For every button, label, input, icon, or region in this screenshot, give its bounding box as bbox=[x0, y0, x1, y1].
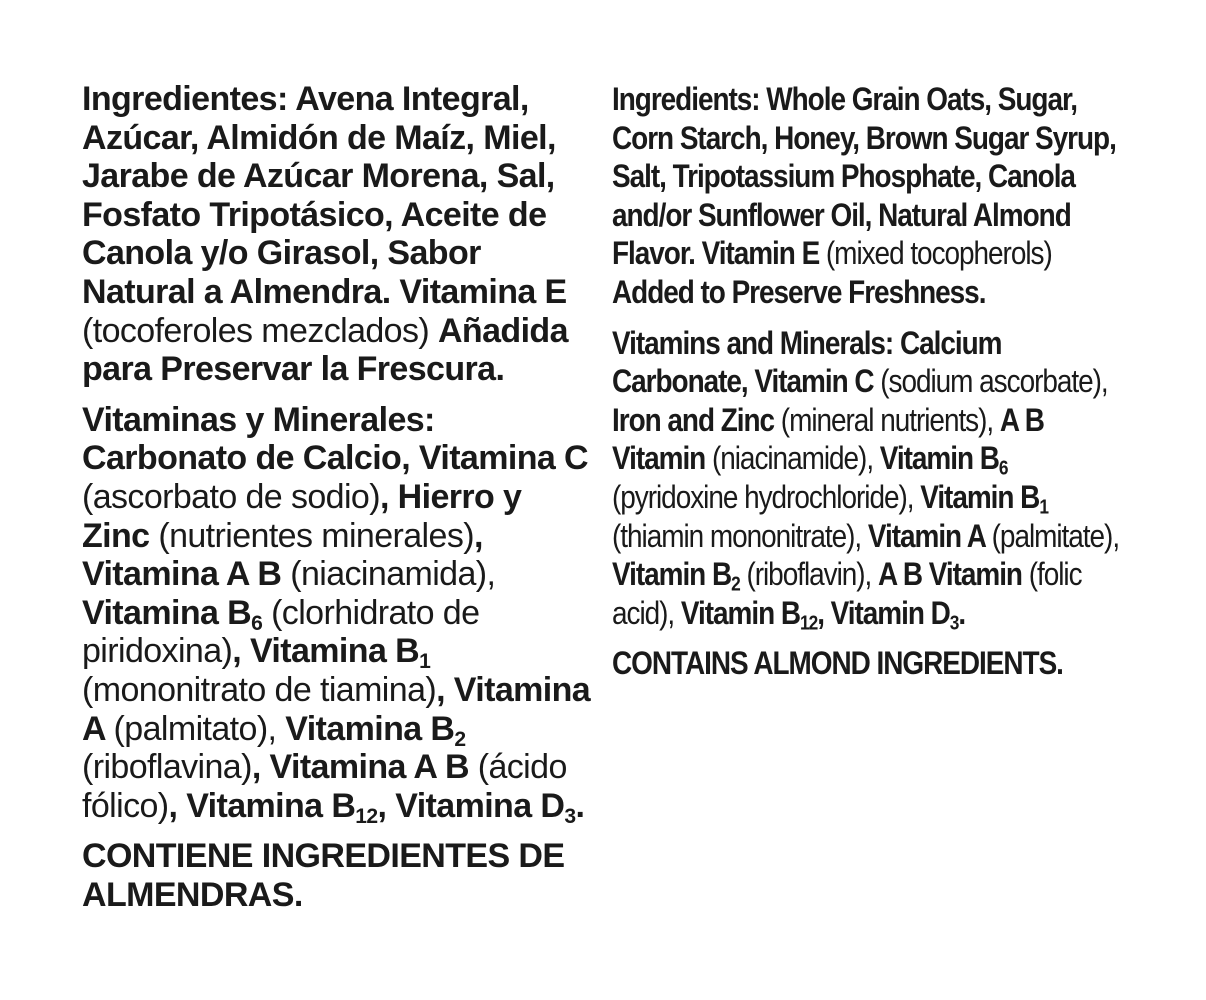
spanish-allergen-statement bbox=[82, 837, 582, 914]
label-line bbox=[82, 748, 582, 787]
subscript-text: 2 bbox=[454, 727, 466, 751]
regular-text: (ascorbato de sodio) bbox=[82, 477, 380, 516]
regular-text: (ácido bbox=[477, 748, 567, 787]
english-ingredient-panel bbox=[612, 80, 1120, 683]
label-line bbox=[612, 234, 1111, 273]
english-allergen-statement bbox=[612, 644, 1111, 683]
bold-text: , Hierro y bbox=[379, 477, 522, 516]
bold-text: , Vitamina B bbox=[168, 786, 356, 825]
bold-text: Vitamin B bbox=[879, 440, 999, 477]
regular-text: (palmitato), bbox=[113, 709, 286, 748]
label-line bbox=[82, 517, 582, 556]
label-line bbox=[612, 644, 1111, 683]
bold-text: , Vitamina D bbox=[377, 786, 565, 825]
regular-text: (niacinamida), bbox=[290, 555, 496, 594]
bold-text: Corn Starch, Honey, Brown Sugar Syrup, bbox=[612, 119, 1116, 156]
regular-text: (thiamin mononitrate), bbox=[612, 517, 868, 554]
regular-text: (mononitrato de tiamina) bbox=[82, 670, 437, 709]
regular-text: fólico) bbox=[82, 786, 169, 825]
bold-text: Salt, Tripotassium Phosphate, Canola bbox=[612, 158, 1075, 195]
label-line bbox=[82, 786, 585, 828]
bold-text: Natural a Almendra. Vitamina E bbox=[82, 272, 567, 311]
regular-text: (pyridoxine hydrochloride), bbox=[612, 478, 921, 515]
regular-text: (sodium ascorbate), bbox=[880, 363, 1108, 400]
bold-text: Flavor. Vitamin E bbox=[612, 235, 826, 272]
label-line bbox=[82, 710, 582, 749]
bold-text: Vitamin B bbox=[680, 594, 801, 631]
bold-text: Añadida bbox=[437, 311, 568, 350]
subscript-text: 1 bbox=[419, 650, 431, 674]
bold-text: Ingredients: Whole Grain Oats, Sugar, bbox=[612, 81, 1078, 117]
subscript-text: 12 bbox=[355, 804, 378, 828]
bold-text: para Preservar la Frescura. bbox=[82, 350, 505, 389]
bold-text: Vitamins and Minerals: Calcium bbox=[612, 324, 1002, 361]
bold-text: Vitamin A bbox=[867, 517, 992, 554]
bold-text: Ingredientes: Avena Integral, bbox=[82, 80, 529, 118]
regular-text: (clorhidrato de bbox=[262, 593, 480, 632]
label-line bbox=[82, 439, 588, 478]
regular-text: piridoxina) bbox=[82, 632, 233, 671]
bold-text: Azúcar, Almidón de Maíz, Miel, bbox=[82, 118, 556, 157]
label-line bbox=[612, 439, 1111, 478]
bold-text: Vitaminas y Minerales: bbox=[82, 400, 435, 439]
bold-text: Fosfato Tripotásico, Aceite de bbox=[82, 195, 547, 234]
regular-text: (tocoferoles mezclados) bbox=[82, 311, 438, 350]
subscript-text: 3 bbox=[564, 804, 576, 828]
label-line bbox=[82, 196, 582, 235]
label-line bbox=[82, 350, 582, 389]
label-line bbox=[82, 157, 582, 196]
spanish-ingredient-panel bbox=[82, 80, 591, 914]
bold-text: A B bbox=[999, 401, 1044, 438]
label-line bbox=[612, 157, 1111, 196]
bold-text: Vitamin bbox=[612, 440, 712, 477]
bold-text: CONTIENE INGREDIENTES DE bbox=[82, 837, 565, 876]
label-line bbox=[82, 401, 582, 440]
english-ingredients-paragraph bbox=[612, 80, 1116, 312]
bold-text: Added to Preserve Freshness. bbox=[612, 273, 986, 310]
subscript-text: 6 bbox=[998, 457, 1008, 480]
bold-text: . bbox=[958, 594, 966, 631]
bold-text: Zinc bbox=[82, 516, 159, 555]
subscript-text: 1 bbox=[1039, 496, 1048, 519]
label-line bbox=[82, 80, 582, 119]
label-line bbox=[82, 312, 582, 351]
bold-text: Vitamina A B bbox=[82, 555, 291, 594]
label-line bbox=[612, 517, 1120, 556]
label-line bbox=[612, 80, 1111, 119]
bold-text: . bbox=[575, 786, 585, 825]
label-line bbox=[82, 632, 582, 674]
bold-text: Vitamin B bbox=[920, 478, 1040, 515]
bold-text: , Vitamina B bbox=[232, 632, 420, 671]
bold-text: A B Vitamin bbox=[878, 556, 1029, 593]
bold-text: Carbonate, Vitamin C bbox=[612, 363, 881, 400]
label-line bbox=[612, 594, 1111, 633]
label-line bbox=[82, 876, 582, 915]
regular-text: (mineral nutrients), bbox=[780, 401, 1000, 438]
regular-text: (niacinamide), bbox=[711, 440, 880, 477]
regular-text: (riboflavin), bbox=[739, 556, 879, 593]
bold-text: CONTAINS ALMOND INGREDIENTS. bbox=[612, 645, 1063, 682]
bold-text: Vitamina B bbox=[82, 593, 252, 632]
label-line bbox=[82, 555, 582, 594]
bold-text: Canola y/o Girasol, Sabor bbox=[82, 234, 481, 273]
label-line bbox=[612, 478, 1111, 517]
bold-text: , Vitamina A B bbox=[251, 748, 478, 787]
bold-text: ALMENDRAS. bbox=[82, 875, 303, 914]
label-line bbox=[82, 273, 582, 312]
label-line bbox=[612, 401, 1111, 440]
bold-text: Iron and Zinc bbox=[612, 401, 781, 438]
label-line bbox=[612, 273, 1111, 312]
label-line bbox=[82, 478, 582, 517]
label-line bbox=[82, 234, 582, 273]
bold-text: Jarabe de Azúcar Morena, Sal, bbox=[82, 157, 555, 196]
bold-text: and/or Sunflower Oil, Natural Almond bbox=[612, 196, 1071, 233]
label-line bbox=[82, 837, 582, 876]
regular-text: (mixed tocopherols) bbox=[825, 235, 1052, 272]
bold-text: A bbox=[82, 709, 114, 748]
label-line bbox=[612, 196, 1111, 235]
bold-text: , Vitamina bbox=[436, 670, 591, 709]
label-line bbox=[612, 362, 1111, 401]
subscript-text: 3 bbox=[949, 612, 959, 635]
subscript-text: 2 bbox=[731, 573, 740, 596]
label-line bbox=[612, 119, 1116, 158]
label-line bbox=[612, 324, 1111, 363]
spanish-vitamins-paragraph bbox=[82, 400, 591, 828]
label-line bbox=[82, 594, 582, 633]
bold-text: Vitamin B bbox=[612, 556, 732, 593]
regular-text: (nutrientes minerales) bbox=[158, 516, 474, 555]
regular-text: (palmitate), bbox=[991, 517, 1120, 554]
bold-text: Vitamina B bbox=[285, 709, 455, 748]
bold-text: Carbonato de Calcio, Vitamina C bbox=[82, 439, 588, 478]
label-line bbox=[82, 119, 582, 158]
bold-text: , Vitamin D bbox=[817, 594, 950, 631]
spanish-ingredients-paragraph bbox=[82, 80, 582, 389]
subscript-text: 12 bbox=[800, 612, 818, 635]
english-vitamins-paragraph bbox=[612, 324, 1120, 635]
regular-text: (riboflavina) bbox=[82, 748, 252, 787]
label-line bbox=[612, 555, 1111, 594]
label-line bbox=[82, 670, 591, 710]
subscript-text: 6 bbox=[251, 611, 263, 635]
regular-text: (folic bbox=[1028, 556, 1082, 593]
bold-text: , bbox=[473, 516, 483, 555]
regular-text: acid), bbox=[612, 594, 681, 631]
